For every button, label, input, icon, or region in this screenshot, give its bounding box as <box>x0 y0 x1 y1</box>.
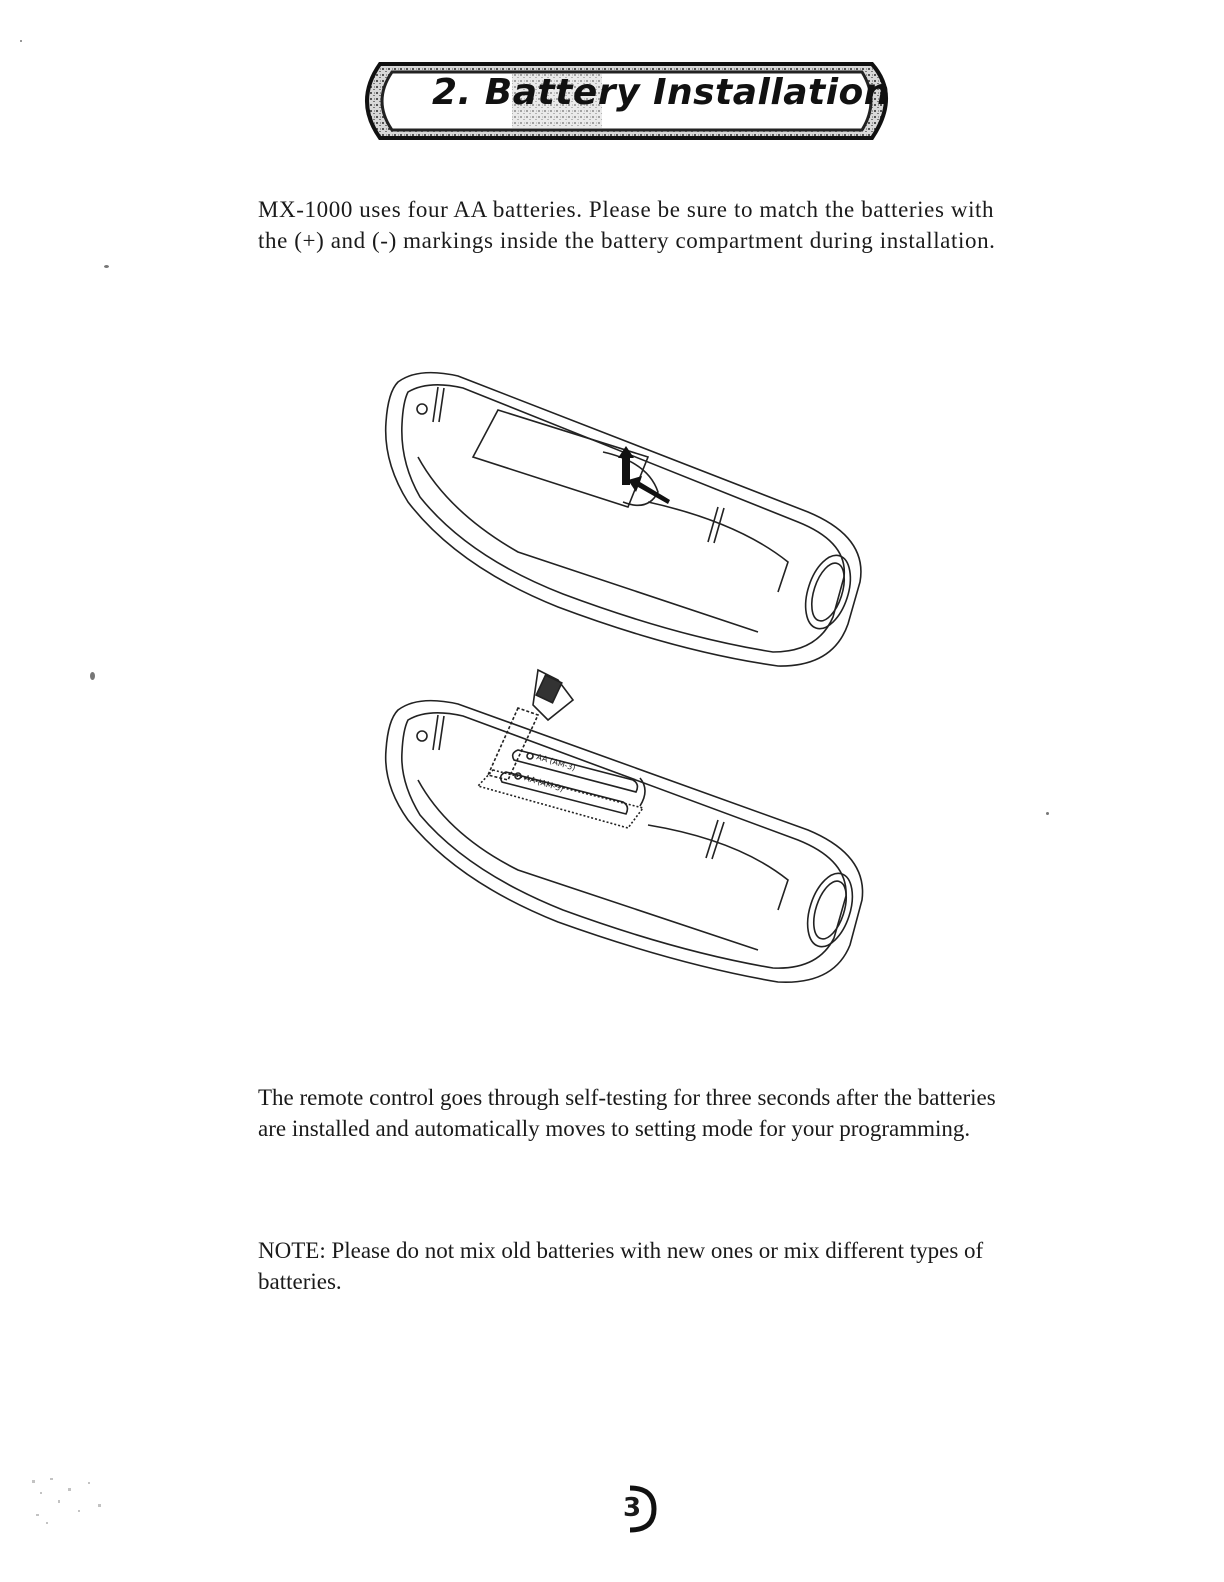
battery-1 <box>513 750 638 792</box>
battery-label-1: AA (AM-3) <box>535 752 577 773</box>
scan-speck <box>1046 812 1049 815</box>
remote-cover-closed-illustration <box>378 362 868 678</box>
scan-speck <box>90 672 95 680</box>
remote-batteries-installed-illustration <box>378 660 868 990</box>
scan-speck <box>20 40 22 42</box>
scan-speck <box>104 265 109 268</box>
intro-paragraph: MX-1000 uses four AA batteries. Please be sure to match the batteries with the (+) and (-) markings inside the battery compartment during installation. <box>258 197 996 253</box>
scan-noise-corner <box>28 1470 108 1530</box>
section-title-banner <box>352 56 904 146</box>
open-battery-cover <box>488 708 538 780</box>
remote-body-outline-2 <box>386 701 863 983</box>
note-paragraph: NOTE: Please do not mix old batteries with new ones or mix different types of batteries. <box>258 1238 984 1294</box>
battery-cover <box>473 410 648 507</box>
section-title: 2. Battery Installation <box>432 72 890 113</box>
page-number-badge <box>610 1484 660 1534</box>
self-test-paragraph: The remote control goes through self-testing for three seconds after the batteries are installed and automatically moves to setting mode for your programming. <box>258 1085 996 1141</box>
page-number: 3 <box>622 1493 642 1523</box>
battery-compartment <box>478 770 643 828</box>
battery-label-2: AA (AM-3) <box>523 773 565 794</box>
